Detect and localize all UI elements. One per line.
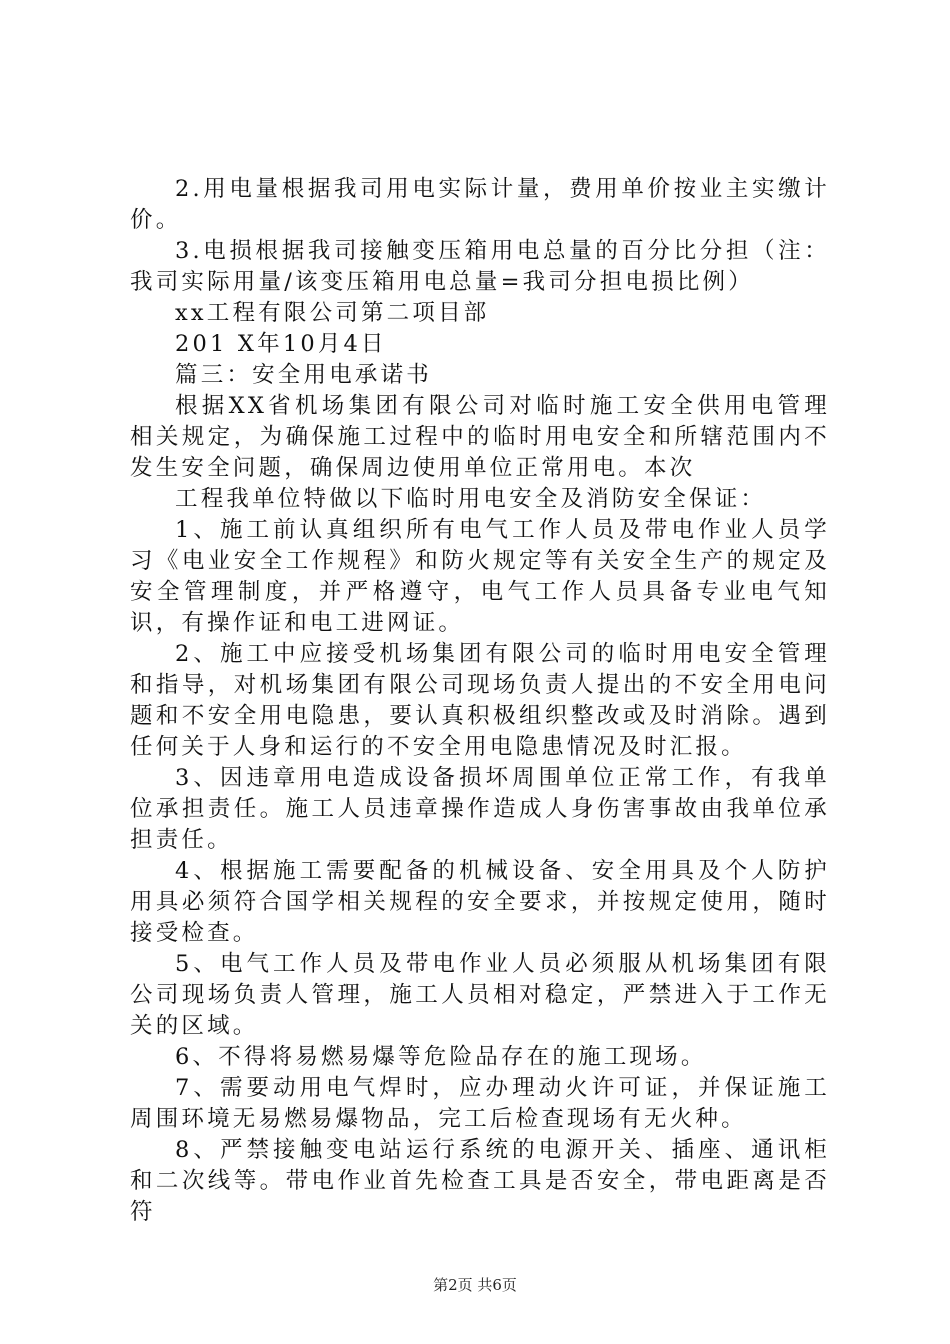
page-number-footer: 第2页 共6页 <box>433 1276 517 1294</box>
list-item-1: 1、施工前认真组织所有电气工作人员及带电作业人员学习《电业安全工作规程》和防火规定等有关安全生产的规定及安全管理制度，并严格遵守，电气工作人员具备专业电气知识，有操作证和电工进网证。 <box>130 517 830 636</box>
list-item-7: 7、需要动用电气焊时，应办理动火许可证，并保证施工周围环境无易燃易爆物品，完工后检查现场有无火种。 <box>130 1075 830 1132</box>
paragraph-electricity-loss: 3.电损根据我司接触变压箱用电总量的百分比分担（注：我司实际用量/该变压箱用电总量=我司分担电损比例） <box>130 238 830 295</box>
signature-date: 201 X年10月4日 <box>175 331 387 357</box>
list-item-3: 3、因违章用电造成设备损坏周围单位正常工作，有我单位承担责任。施工人员违章操作造成人身伤害事故由我单位承担责任。 <box>130 765 830 853</box>
list-item-6: 6、不得将易燃易爆等危险品存在的施工现场。 <box>175 1044 707 1070</box>
list-item-8: 8、严禁接触变电站运行系统的电源开关、插座、通讯柜和二次线等。带电作业首先检查工具是否安全，带电距离是否符 <box>130 1137 830 1225</box>
company-signature: xx工程有限公司第二项目部 <box>175 300 490 326</box>
paragraph-electricity-metering: 2.用电量根据我司用电实际计量，费用单价按业主实缴计价。 <box>130 176 830 233</box>
list-item-5: 5、电气工作人员及带电作业人员必须服从机场集团有限公司现场负责人管理，施工人员相对稳定，严禁进入于工作无关的区域。 <box>130 951 830 1039</box>
section-heading: 篇三：安全用电承诺书 <box>175 362 433 388</box>
paragraph-intro: 根据XX省机场集团有限公司对临时施工安全供用电管理相关规定，为确保施工过程中的临时用电安全和所辖范围内不发生安全问题，确保周边使用单位正常用电。本次 <box>130 393 830 481</box>
paragraph-guarantee-lead: 工程我单位特做以下临时用电安全及消防安全保证： <box>175 486 767 512</box>
document-body <box>130 174 830 1228</box>
list-item-4: 4、根据施工需要配备的机械设备、安全用具及个人防护用具必须符合国学相关规程的安全要求，并按规定使用，随时接受检查。 <box>130 858 830 946</box>
list-item-2: 2、施工中应接受机场集团有限公司的临时用电安全管理和指导，对机场集团有限公司现场负责人提出的不安全用电问题和不安全用电隐患，要认真积极组织整改或及时消除。遇到任何关于人身和运行的不安全用电隐患情况及时汇报。 <box>130 641 830 760</box>
